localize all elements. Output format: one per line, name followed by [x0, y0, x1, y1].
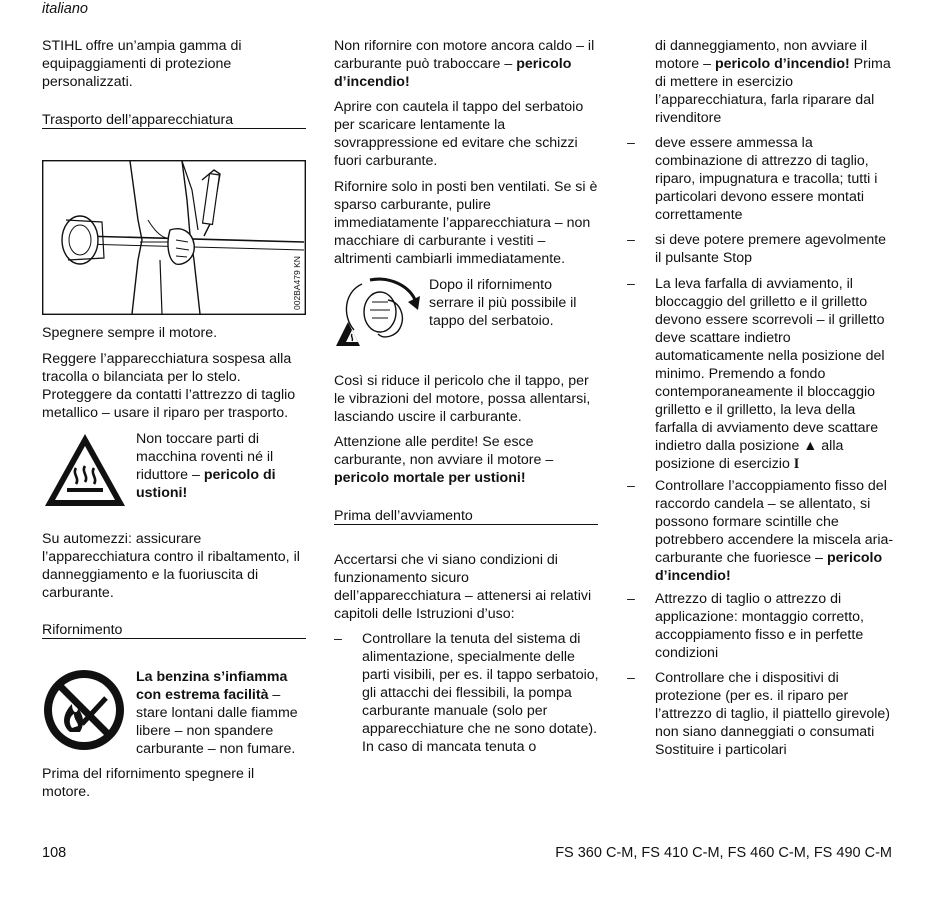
- hot-surface-warning-icon: [42, 430, 128, 510]
- continuation-normal: Prima di mettere in esercizio l’apparecchiatura, farla riparare dal rivenditore: [655, 56, 891, 126]
- bullet-fuel-system: Controllare la tenuta del sistema di alimentazione, specialmente delle parti visibili, per es. il tappo serbatoio, gli attacchi dei flessibili, la pompa carburante manuale (solo per apparecchiature che ne sono dotate). In caso di mancata tenuta o: [362, 631, 599, 755]
- fuel-warning-bold: La benzina s’infiamma con estrema facilità: [136, 669, 288, 703]
- heading-rule: [42, 128, 306, 129]
- open-cap-paragraph: Aprire con cautela il tappo del serbatoio per scaricare lentamente la sovrappressione ed evitare che schizzi fuori carburante.: [334, 99, 584, 169]
- bullet-dash: –: [627, 135, 635, 151]
- spark-plug-text: Controllare l’accoppiamento fisso del raccordo candela – se allentato, si possono formare scintille che potrebbero accendere la miscela aria-carburante che fuoriesce –: [655, 478, 894, 566]
- transport-figure: [42, 160, 306, 315]
- fuel-warning-normal: – stare lontani dalle fiamme libere – non spandere carburante – non fumare.: [136, 687, 298, 757]
- page-number: 108: [42, 845, 67, 861]
- bullet-stop-button: si deve potere premere agevolmente il pulsante Stop: [655, 232, 887, 266]
- bullet-dash: –: [334, 631, 342, 647]
- fuel-warning-text: [136, 668, 308, 758]
- bullet-protection-devices: Controllare che i dispositivi di protezione (per es. il riparo per l’attrezzo di taglio, il piattello girevole) non siano danneggiati o consumati Sostituire i particolari: [655, 670, 890, 758]
- spark-plug-bold: pericolo d’incendio!: [655, 550, 883, 584]
- bullet-cutting-tool: Attrezzo di taglio o attrezzo di applicazione: montaggio corretto, accoppiamento fisso e in perfette condizioni: [655, 591, 864, 661]
- model-list: FS 360 C-M, FS 410 C-M, FS 460 C-M, FS 490 C-M: [555, 845, 892, 861]
- throttle-text: La leva farfalla di avviamento, il bloccaggio del grilletto e il grilletto devono essere scorrevoli – il grilletto deve scattare indietro automaticamente nella posizione del minimo. Premendo a fondo contemporaneamente il bloccaggio grilletto e il grilletto, la leva della farfalla di avviamento deve scattare indietro dalla posizione: [655, 276, 885, 454]
- heading-before-start: Prima dell’avviamento: [334, 508, 473, 524]
- check-intro-paragraph: Accertarsi che vi siano condizioni di funzionamento sicuro dell’apparecchiatura – attenersi ai relativi capitoli delle Istruzioni d’uso:: [334, 552, 592, 622]
- throttle-text-end: alla posizione di esercizio: [655, 438, 844, 472]
- tighten-fuel-cap-icon: [334, 274, 422, 354]
- bullet-dash: –: [627, 232, 635, 248]
- vehicle-paragraph: Su automezzi: assicurare l’apparecchiatura contro il ribaltamento, il danneggiamento e la fuoriuscita di carburante.: [42, 531, 300, 601]
- no-open-flame-icon: [42, 668, 126, 752]
- before-refuel-text: Prima del rifornimento spegnere il motore.: [42, 766, 255, 800]
- language-label: italiano: [42, 1, 88, 17]
- leaks-paragraph: [334, 433, 598, 487]
- choke-triangle-symbol: ▲: [803, 438, 818, 454]
- continuation-paragraph: [655, 37, 895, 127]
- tighten-cap-text: Dopo il rifornimento serrare il più possibile il tappo del serbatoio.: [429, 277, 577, 329]
- hot-warning-normal: Non toccare parti di macchina roventi né il riduttore –: [136, 431, 274, 483]
- intro-paragraph: STIHL offre un’ampia gamma di equipaggiamenti di protezione personalizzati.: [42, 38, 242, 90]
- figure-code: 002BA479 KN: [292, 256, 302, 310]
- hot-engine-paragraph: [334, 37, 598, 91]
- continuation-bold: pericolo d’incendio!: [714, 56, 850, 72]
- hot-engine-bold: pericolo d’incendio!: [334, 56, 572, 90]
- heading-transport: Trasporto dell’apparecchiatura: [42, 112, 234, 128]
- run-position-symbol: I: [793, 456, 800, 472]
- vibration-paragraph: Così si riduce il pericolo che il tappo, per le vibrazioni del motore, possa allentarsi, lasciando uscire il carburante.: [334, 373, 591, 425]
- hot-warning-text: [136, 430, 308, 502]
- bullet-dash: –: [627, 670, 635, 686]
- bullet-throttle-lever: [655, 275, 895, 473]
- bullet-combination: deve essere ammessa la combinazione di attrezzo di taglio, riparo, impugnatura e tracolla; tutti i particolari devono essere montati correttamente: [655, 135, 878, 223]
- heading-rule: [42, 638, 306, 639]
- hot-engine-normal: Non rifornire con motore ancora caldo – il carburante può traboccare –: [334, 38, 595, 72]
- continuation-normal: di danneggiamento, non avviare il motore –: [655, 38, 868, 72]
- leaks-normal: Attenzione alle perdite! Se esce carburante, non avviare il motore –: [334, 434, 554, 468]
- bullet-spark-plug: [655, 477, 895, 585]
- hot-warning-bold: pericolo di ustioni!: [136, 467, 276, 501]
- heading-rule: [334, 524, 598, 525]
- heading-refuel: Rifornimento: [42, 622, 123, 638]
- stop-engine-text: Spegnere sempre il motore.: [42, 325, 218, 341]
- bullet-dash: –: [627, 591, 635, 607]
- ventilated-paragraph: Rifornire solo in posti ben ventilati. Se si è sparso carburante, pulire immediatamente l’apparecchiatura – non macchiare di carburante i vestiti – altrimenti cambiarli immediatamente.: [334, 179, 598, 267]
- carry-paragraph: Reggere l’apparecchiatura sospesa alla tracolla o bilanciata per lo stelo. Proteggere da contatti l’attrezzo di taglio metallico – usare il riparo per trasporto.: [42, 351, 296, 421]
- bullet-dash: –: [627, 276, 635, 292]
- leaks-bold: pericolo mortale per ustioni!: [334, 470, 526, 486]
- bullet-dash: –: [627, 478, 635, 494]
- person-carrying-trimmer-illustration: [42, 160, 306, 315]
